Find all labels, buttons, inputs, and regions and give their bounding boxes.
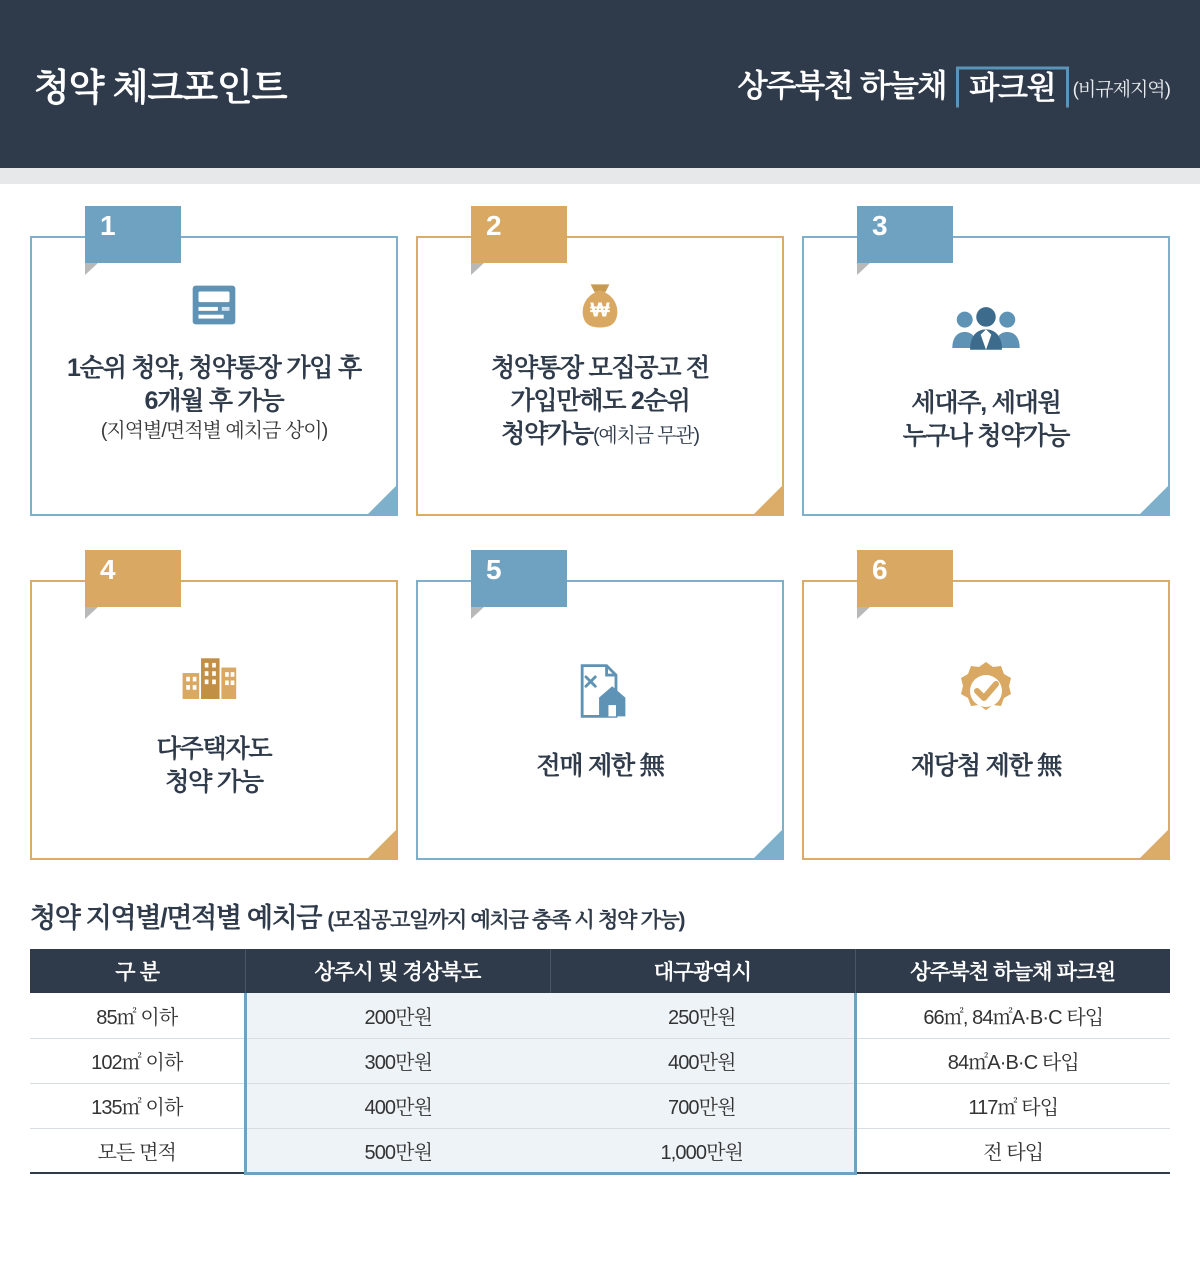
table-title	[30, 896, 1170, 935]
checkpoint-card-grid	[0, 184, 1200, 860]
table-header-cell: 대구광역시	[550, 949, 855, 993]
project-name: 상주북천 하늘채	[737, 68, 947, 104]
card-text	[524, 750, 675, 783]
ribbon-fold	[85, 263, 98, 275]
checkpoint-card-5	[416, 550, 784, 860]
table-row	[30, 1038, 1170, 1083]
card-number-ribbon	[857, 550, 953, 607]
card-line-2: 가입만해도 2순위	[510, 387, 690, 415]
card-text	[479, 352, 721, 451]
card-line-3: 청약가능	[501, 420, 593, 448]
card-line-1: 청약통장 모집공고 전	[490, 354, 710, 382]
card-line-2: 누구나 청약가능	[902, 422, 1070, 450]
card-text	[55, 352, 373, 444]
card-line-1: 재당첨 제한 無	[910, 751, 1062, 780]
table-cell-type: 84㎡A·B·C 타입	[855, 1038, 1170, 1083]
page-header	[0, 0, 1200, 168]
card-number: 3	[872, 210, 888, 241]
table-cell-area: 모든 면적	[30, 1128, 245, 1173]
table-cell-area: 85㎡ 이하	[30, 993, 245, 1038]
passbook-icon	[183, 272, 245, 338]
card-body	[30, 580, 398, 860]
table-cell-daegu: 400만원	[550, 1038, 855, 1083]
card-line-2: 청약 가능	[165, 768, 263, 796]
svg-text:₩: ₩	[590, 298, 610, 322]
card-number: 4	[100, 554, 116, 585]
card-line-1: 전매 제한 無	[536, 751, 664, 780]
deposit-table-section	[0, 860, 1200, 1175]
table-cell-area: 135㎡ 이하	[30, 1083, 245, 1128]
checkpoint-card-1	[30, 206, 398, 516]
no-resale-icon	[567, 658, 633, 724]
card-number-ribbon	[85, 550, 181, 607]
checkpoint-card-3	[802, 206, 1170, 516]
card-corner	[1139, 829, 1169, 859]
card-body	[416, 236, 784, 516]
table-cell-type: 66㎡, 84㎡A·B·C 타입	[855, 993, 1170, 1038]
ribbon-fold	[85, 607, 98, 619]
table-cell-type: 117㎡ 타입	[855, 1083, 1170, 1128]
table-title-small: (모집공고일까지 예치금 충족 시 청약 가능)	[327, 909, 685, 932]
card-line-1: 1순위 청약, 청약통장 가입 후	[67, 354, 361, 382]
ribbon-fold	[471, 263, 484, 275]
card-corner	[1139, 485, 1169, 515]
ribbon-fold	[471, 607, 484, 619]
check-seal-icon	[954, 658, 1018, 724]
table-header-cell: 상주북천 하늘채 파크원	[855, 949, 1170, 993]
checkpoint-card-2	[416, 206, 784, 516]
card-body	[802, 236, 1170, 516]
table-cell-daegu: 1,000만원	[550, 1128, 855, 1173]
card-subtext: (지역별/면적별 예치금 상이)	[100, 420, 328, 442]
card-number-ribbon	[471, 550, 567, 607]
table-cell-sangju: 300만원	[245, 1038, 550, 1083]
card-line-3-wrap	[491, 418, 709, 451]
table-cell-type: 전 타입	[855, 1128, 1170, 1173]
card-text	[891, 387, 1081, 453]
table-header-cell: 구 분	[30, 949, 245, 993]
card-corner	[753, 485, 783, 515]
table-cell-sangju: 400만원	[245, 1083, 550, 1128]
card-body	[30, 236, 398, 516]
card-number: 6	[872, 554, 888, 585]
project-badge: 파크원	[956, 66, 1068, 107]
card-number: 1	[100, 210, 116, 241]
deposit-table	[30, 949, 1170, 1175]
buildings-icon	[177, 641, 251, 707]
card-number-ribbon	[857, 206, 953, 263]
card-line-1: 다주택자도	[156, 735, 272, 763]
money-bag-icon	[570, 272, 630, 338]
page-title: 청약 체크포인트	[34, 67, 287, 108]
card-corner	[367, 829, 397, 859]
table-header-row	[30, 949, 1170, 993]
card-corner	[367, 485, 397, 515]
card-text	[145, 733, 284, 799]
card-text	[899, 750, 1073, 783]
table-cell-area: 102㎡ 이하	[30, 1038, 245, 1083]
header-project-group	[738, 61, 1170, 108]
card-number: 5	[486, 554, 502, 585]
card-body	[802, 580, 1170, 860]
table-cell-sangju: 500만원	[245, 1128, 550, 1173]
card-number-ribbon	[471, 206, 567, 263]
table-header-cell: 상주시 및 경상북도	[245, 949, 550, 993]
table-cell-daegu: 700만원	[550, 1083, 855, 1128]
table-cell-daegu: 250만원	[550, 993, 855, 1038]
card-body	[416, 580, 784, 860]
card-corner	[753, 829, 783, 859]
family-icon	[947, 299, 1025, 365]
table-row	[30, 1128, 1170, 1173]
checkpoint-card-4	[30, 550, 398, 860]
card-number: 2	[486, 210, 502, 241]
ribbon-fold	[857, 263, 870, 275]
header-divider	[0, 168, 1200, 184]
table-title-main: 청약 지역별/면적별 예치금	[30, 903, 322, 933]
card-inline-subtext: (예치금 무관)	[592, 425, 699, 447]
card-number-ribbon	[85, 206, 181, 263]
regulation-note: (비규제지역)	[1072, 79, 1170, 101]
card-line-1: 세대주, 세대원	[911, 389, 1061, 417]
checkpoint-card-6	[802, 550, 1170, 860]
table-row	[30, 993, 1170, 1038]
table-row	[30, 1083, 1170, 1128]
card-line-2: 6개월 후 가능	[144, 387, 284, 415]
table-cell-sangju: 200만원	[245, 993, 550, 1038]
ribbon-fold	[857, 607, 870, 619]
